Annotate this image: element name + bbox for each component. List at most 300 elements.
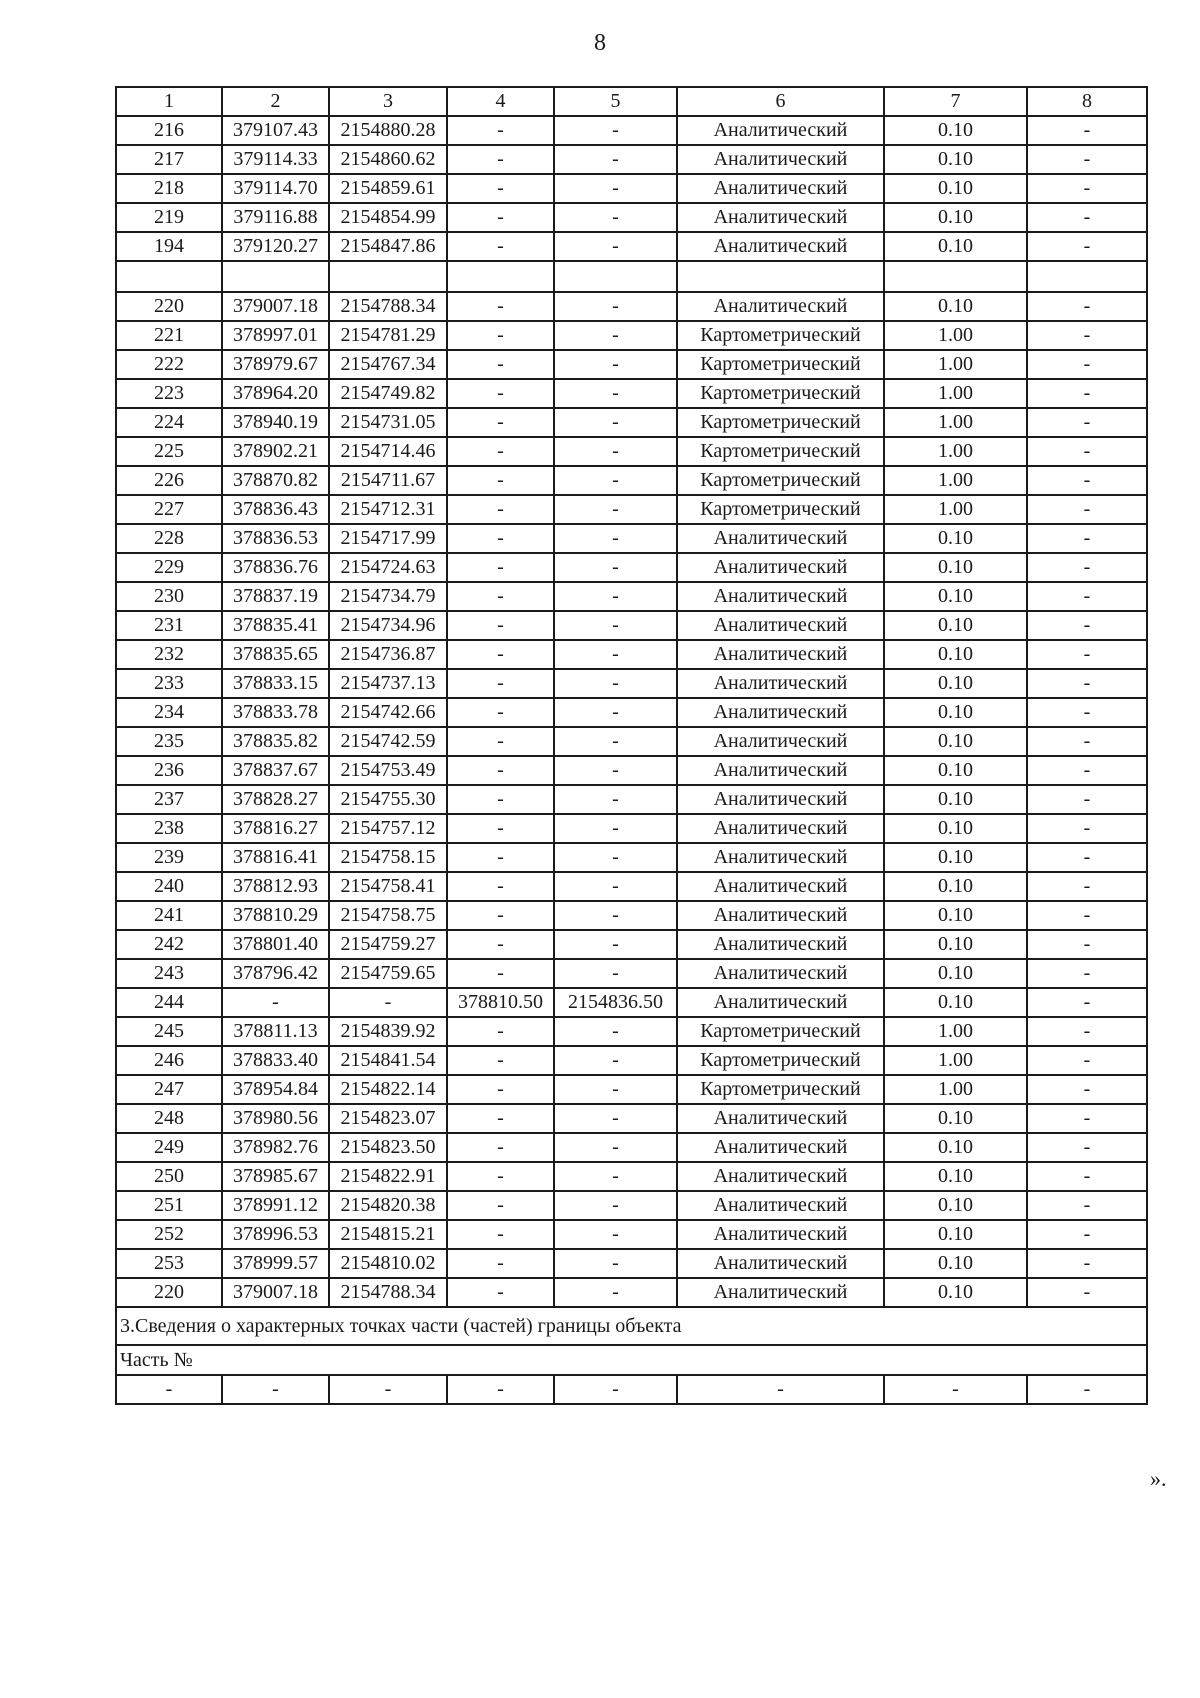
table-cell: 240 bbox=[116, 872, 222, 901]
table-cell: - bbox=[1027, 901, 1147, 930]
table-cell: Аналитический bbox=[677, 232, 884, 261]
table-cell: - bbox=[447, 145, 554, 174]
table-cell: Аналитический bbox=[677, 872, 884, 901]
table-cell: 1.00 bbox=[884, 1017, 1027, 1046]
table-cell: - bbox=[554, 959, 677, 988]
table-row bbox=[116, 698, 1147, 727]
table-cell: Аналитический bbox=[677, 582, 884, 611]
table-cell: 378835.41 bbox=[222, 611, 329, 640]
table-cell: - bbox=[554, 727, 677, 756]
table-cell: - bbox=[554, 524, 677, 553]
table-cell: - bbox=[1027, 1104, 1147, 1133]
table-cell: 247 bbox=[116, 1075, 222, 1104]
table-cell: - bbox=[447, 785, 554, 814]
table-cell: - bbox=[447, 843, 554, 872]
table-cell: 379007.18 bbox=[222, 1278, 329, 1307]
table-cell: - bbox=[447, 901, 554, 930]
table-cell bbox=[222, 261, 329, 292]
table-cell: - bbox=[1027, 698, 1147, 727]
table-cell: - bbox=[554, 1075, 677, 1104]
table-cell: - bbox=[1027, 350, 1147, 379]
table-cell bbox=[677, 261, 884, 292]
table-cell: 2154737.13 bbox=[329, 669, 447, 698]
table-cell: Картометрический bbox=[677, 321, 884, 350]
table-header-row bbox=[116, 87, 1147, 116]
table-cell: 378816.41 bbox=[222, 843, 329, 872]
table-cell: 2154839.92 bbox=[329, 1017, 447, 1046]
table-cell: 222 bbox=[116, 350, 222, 379]
part-label: Часть № bbox=[116, 1345, 1147, 1375]
table-cell: Аналитический bbox=[677, 727, 884, 756]
table-cell: 2154859.61 bbox=[329, 174, 447, 203]
table-cell: 0.10 bbox=[884, 174, 1027, 203]
table-cell: 1.00 bbox=[884, 379, 1027, 408]
table-cell: - bbox=[1027, 408, 1147, 437]
table-row bbox=[116, 756, 1147, 785]
table-cell: - bbox=[554, 232, 677, 261]
table-cell: 378796.42 bbox=[222, 959, 329, 988]
table-cell: 0.10 bbox=[884, 1104, 1027, 1133]
table-row bbox=[116, 203, 1147, 232]
table-cell: 1.00 bbox=[884, 321, 1027, 350]
table-cell: 378964.20 bbox=[222, 379, 329, 408]
table-cell: - bbox=[1027, 1220, 1147, 1249]
table-cell: 245 bbox=[116, 1017, 222, 1046]
table-row bbox=[116, 727, 1147, 756]
table-cell: 2154734.96 bbox=[329, 611, 447, 640]
table-cell: - bbox=[447, 350, 554, 379]
table-cell: - bbox=[1027, 640, 1147, 669]
table-cell: - bbox=[447, 1046, 554, 1075]
part-label-row bbox=[116, 1345, 1147, 1375]
table-cell: 250 bbox=[116, 1162, 222, 1191]
closing-quote: ». bbox=[1150, 1466, 1167, 1491]
table-cell: 2154753.49 bbox=[329, 756, 447, 785]
table-row bbox=[116, 988, 1147, 1017]
table-cell: - bbox=[554, 466, 677, 495]
table-cell: 2154767.34 bbox=[329, 350, 447, 379]
table-cell: - bbox=[554, 1375, 677, 1404]
table-cell: - bbox=[447, 582, 554, 611]
table-cell: Аналитический bbox=[677, 116, 884, 145]
table-row bbox=[116, 1017, 1147, 1046]
table-cell: 219 bbox=[116, 203, 222, 232]
table-cell: 7 bbox=[884, 87, 1027, 116]
table-cell: - bbox=[1027, 232, 1147, 261]
table-cell: - bbox=[447, 959, 554, 988]
table-cell: Аналитический bbox=[677, 756, 884, 785]
table-cell: - bbox=[447, 408, 554, 437]
table-cell: 236 bbox=[116, 756, 222, 785]
table-cell: Аналитический bbox=[677, 901, 884, 930]
table-cell: - bbox=[554, 1133, 677, 1162]
table-cell: 2154742.59 bbox=[329, 727, 447, 756]
table-cell bbox=[554, 261, 677, 292]
table-cell: 378980.56 bbox=[222, 1104, 329, 1133]
table-cell: 2154755.30 bbox=[329, 785, 447, 814]
table-cell: 246 bbox=[116, 1046, 222, 1075]
table-cell: - bbox=[1027, 1046, 1147, 1075]
table-cell: 378833.15 bbox=[222, 669, 329, 698]
table-cell: 2154758.41 bbox=[329, 872, 447, 901]
table-cell: 0.10 bbox=[884, 292, 1027, 321]
table-cell: - bbox=[677, 1375, 884, 1404]
table-cell: Аналитический bbox=[677, 174, 884, 203]
table-row bbox=[116, 524, 1147, 553]
table-cell: 0.10 bbox=[884, 872, 1027, 901]
table-cell: Аналитический bbox=[677, 669, 884, 698]
table-row bbox=[116, 582, 1147, 611]
table-cell: - bbox=[1027, 1249, 1147, 1278]
table-cell: 378982.76 bbox=[222, 1133, 329, 1162]
table-cell: 2154714.46 bbox=[329, 437, 447, 466]
table-row bbox=[116, 611, 1147, 640]
table-cell: 378833.40 bbox=[222, 1046, 329, 1075]
table-cell: 1.00 bbox=[884, 437, 1027, 466]
table-cell: 0.10 bbox=[884, 582, 1027, 611]
table-cell: 378837.67 bbox=[222, 756, 329, 785]
table-cell: - bbox=[554, 292, 677, 321]
table-cell: - bbox=[554, 640, 677, 669]
table-cell bbox=[329, 261, 447, 292]
table-cell: 2154820.38 bbox=[329, 1191, 447, 1220]
table-cell: - bbox=[554, 321, 677, 350]
table-cell: - bbox=[1027, 1017, 1147, 1046]
table-cell: Аналитический bbox=[677, 1249, 884, 1278]
table-cell: - bbox=[1027, 145, 1147, 174]
table-cell: - bbox=[447, 756, 554, 785]
table-cell: Аналитический bbox=[677, 959, 884, 988]
table-cell: - bbox=[554, 408, 677, 437]
table-cell: 378833.78 bbox=[222, 698, 329, 727]
table-cell: 2154822.14 bbox=[329, 1075, 447, 1104]
table-cell: 2154815.21 bbox=[329, 1220, 447, 1249]
table-cell: - bbox=[447, 640, 554, 669]
table-cell: - bbox=[1027, 116, 1147, 145]
table-row bbox=[116, 1278, 1147, 1307]
table-cell: - bbox=[447, 1191, 554, 1220]
table-cell: 243 bbox=[116, 959, 222, 988]
table-cell: 2154757.12 bbox=[329, 814, 447, 843]
table-row bbox=[116, 379, 1147, 408]
table-cell: 0.10 bbox=[884, 553, 1027, 582]
table-cell: 2154788.34 bbox=[329, 1278, 447, 1307]
table-cell: Аналитический bbox=[677, 203, 884, 232]
table-cell: 378836.76 bbox=[222, 553, 329, 582]
table-cell: - bbox=[554, 1104, 677, 1133]
table-cell: 378816.27 bbox=[222, 814, 329, 843]
table-cell: 2154758.75 bbox=[329, 901, 447, 930]
table-cell: - bbox=[554, 437, 677, 466]
table-cell: 0.10 bbox=[884, 203, 1027, 232]
table-row bbox=[116, 640, 1147, 669]
table-cell: Аналитический bbox=[677, 145, 884, 174]
table-cell: - bbox=[447, 1278, 554, 1307]
table-cell: Аналитический bbox=[677, 814, 884, 843]
table-row bbox=[116, 1046, 1147, 1075]
table-cell: 2154759.65 bbox=[329, 959, 447, 988]
table-cell: 1.00 bbox=[884, 466, 1027, 495]
table-cell: 2154847.86 bbox=[329, 232, 447, 261]
table-cell: 1.00 bbox=[884, 408, 1027, 437]
table-cell: - bbox=[554, 553, 677, 582]
table-cell: - bbox=[447, 466, 554, 495]
table-cell: - bbox=[554, 669, 677, 698]
table-cell: - bbox=[554, 814, 677, 843]
table-cell: - bbox=[554, 1017, 677, 1046]
table-cell: - bbox=[554, 174, 677, 203]
section-title: 3.Сведения о характерных точках части (частей) границы объекта bbox=[116, 1307, 1147, 1345]
table-row bbox=[116, 959, 1147, 988]
table-cell: 220 bbox=[116, 1278, 222, 1307]
table-cell: 1.00 bbox=[884, 1046, 1027, 1075]
table-cell: 218 bbox=[116, 174, 222, 203]
table-cell: 2154734.79 bbox=[329, 582, 447, 611]
table-cell: - bbox=[554, 1191, 677, 1220]
table-cell: 379114.70 bbox=[222, 174, 329, 203]
table-cell: 0.10 bbox=[884, 988, 1027, 1017]
table-cell: 237 bbox=[116, 785, 222, 814]
table-cell: - bbox=[554, 350, 677, 379]
table-cell: 378836.43 bbox=[222, 495, 329, 524]
table-cell: 378812.93 bbox=[222, 872, 329, 901]
table-cell: 2154854.99 bbox=[329, 203, 447, 232]
table-row bbox=[116, 495, 1147, 524]
table-cell: Картометрический bbox=[677, 495, 884, 524]
table-cell: Картометрический bbox=[677, 437, 884, 466]
table-cell: 378979.67 bbox=[222, 350, 329, 379]
table-cell: 0.10 bbox=[884, 669, 1027, 698]
table-row bbox=[116, 437, 1147, 466]
table-cell: 1.00 bbox=[884, 350, 1027, 379]
table-cell: 378999.57 bbox=[222, 1249, 329, 1278]
table-cell: - bbox=[1027, 1133, 1147, 1162]
table-cell: Аналитический bbox=[677, 292, 884, 321]
table-cell: 1 bbox=[116, 87, 222, 116]
table-cell: 0.10 bbox=[884, 640, 1027, 669]
table-cell: - bbox=[447, 321, 554, 350]
table-cell: Аналитический bbox=[677, 1133, 884, 1162]
table-cell: - bbox=[554, 930, 677, 959]
table-cell: 1.00 bbox=[884, 1075, 1027, 1104]
table-cell: - bbox=[447, 437, 554, 466]
table-cell: - bbox=[447, 1162, 554, 1191]
table-cell: 224 bbox=[116, 408, 222, 437]
table-cell: 378870.82 bbox=[222, 466, 329, 495]
table-row bbox=[116, 1133, 1147, 1162]
table-cell: Картометрический bbox=[677, 350, 884, 379]
table-cell: 217 bbox=[116, 145, 222, 174]
table-cell: - bbox=[554, 901, 677, 930]
table-cell: - bbox=[447, 174, 554, 203]
table-cell: - bbox=[554, 145, 677, 174]
table-cell: 194 bbox=[116, 232, 222, 261]
table-cell: 2154781.29 bbox=[329, 321, 447, 350]
table-cell: 253 bbox=[116, 1249, 222, 1278]
table-cell: 2154822.91 bbox=[329, 1162, 447, 1191]
table-row bbox=[116, 1220, 1147, 1249]
table-row bbox=[116, 145, 1147, 174]
table-cell bbox=[1027, 261, 1147, 292]
page-number: 8 bbox=[594, 30, 606, 56]
table-cell: - bbox=[554, 379, 677, 408]
table-row bbox=[116, 1249, 1147, 1278]
table-cell: - bbox=[447, 553, 554, 582]
table-cell: 0.10 bbox=[884, 1133, 1027, 1162]
table-cell: - bbox=[554, 1220, 677, 1249]
table-cell: - bbox=[1027, 582, 1147, 611]
table-cell: 230 bbox=[116, 582, 222, 611]
table-cell: Аналитический bbox=[677, 843, 884, 872]
table-cell: - bbox=[554, 698, 677, 727]
table-cell: 228 bbox=[116, 524, 222, 553]
table-cell: Аналитический bbox=[677, 1220, 884, 1249]
table-cell: - bbox=[554, 611, 677, 640]
table-cell: - bbox=[1027, 321, 1147, 350]
table-cell: 378954.84 bbox=[222, 1075, 329, 1104]
table-cell bbox=[116, 261, 222, 292]
table-cell: - bbox=[1027, 524, 1147, 553]
table-cell: 2154731.05 bbox=[329, 408, 447, 437]
table-cell: - bbox=[1027, 814, 1147, 843]
table-cell: - bbox=[554, 116, 677, 145]
table-cell: Аналитический bbox=[677, 553, 884, 582]
table-cell: Картометрический bbox=[677, 1017, 884, 1046]
table-cell: - bbox=[447, 292, 554, 321]
table-row bbox=[116, 292, 1147, 321]
table-cell: - bbox=[447, 232, 554, 261]
table-row bbox=[116, 930, 1147, 959]
table-cell: 0.10 bbox=[884, 232, 1027, 261]
table-cell: 378836.53 bbox=[222, 524, 329, 553]
table-cell: - bbox=[1027, 727, 1147, 756]
table-cell: - bbox=[116, 1375, 222, 1404]
table-cell: - bbox=[447, 872, 554, 901]
table-cell: - bbox=[554, 1046, 677, 1075]
table-cell: 0.10 bbox=[884, 611, 1027, 640]
section-title-row bbox=[116, 1307, 1147, 1345]
table-cell: 251 bbox=[116, 1191, 222, 1220]
table-cell: Картометрический bbox=[677, 379, 884, 408]
table-cell: 2154742.66 bbox=[329, 698, 447, 727]
table-cell: 0.10 bbox=[884, 814, 1027, 843]
table-row bbox=[116, 843, 1147, 872]
table-cell: - bbox=[447, 1075, 554, 1104]
table-cell: 2154880.28 bbox=[329, 116, 447, 145]
table-cell: - bbox=[1027, 1375, 1147, 1404]
table-cell: 378996.53 bbox=[222, 1220, 329, 1249]
table-cell: - bbox=[554, 1278, 677, 1307]
table-cell: 2154810.02 bbox=[329, 1249, 447, 1278]
table-cell: Аналитический bbox=[677, 785, 884, 814]
table-cell: - bbox=[447, 727, 554, 756]
table-cell: 378902.21 bbox=[222, 437, 329, 466]
table-row bbox=[116, 350, 1147, 379]
table-cell: - bbox=[447, 698, 554, 727]
table-cell: 0.10 bbox=[884, 1278, 1027, 1307]
table-cell bbox=[884, 261, 1027, 292]
table-cell: Аналитический bbox=[677, 1104, 884, 1133]
table-cell: 378835.65 bbox=[222, 640, 329, 669]
table-cell: 1.00 bbox=[884, 495, 1027, 524]
table-cell: - bbox=[1027, 437, 1147, 466]
table-cell: Аналитический bbox=[677, 988, 884, 1017]
table-cell: 234 bbox=[116, 698, 222, 727]
table-row bbox=[116, 466, 1147, 495]
table-cell: 8 bbox=[1027, 87, 1147, 116]
table-cell: - bbox=[222, 988, 329, 1017]
table-cell: 378810.29 bbox=[222, 901, 329, 930]
table-cell: Аналитический bbox=[677, 1162, 884, 1191]
table-row bbox=[116, 116, 1147, 145]
table-cell: 2154788.34 bbox=[329, 292, 447, 321]
table-cell: - bbox=[447, 1375, 554, 1404]
table-cell: - bbox=[554, 582, 677, 611]
table-cell: 227 bbox=[116, 495, 222, 524]
table-cell: - bbox=[447, 116, 554, 145]
table-cell: 379107.43 bbox=[222, 116, 329, 145]
table-cell: 2154841.54 bbox=[329, 1046, 447, 1075]
table-cell: - bbox=[554, 785, 677, 814]
table-cell: 232 bbox=[116, 640, 222, 669]
table-cell: 249 bbox=[116, 1133, 222, 1162]
boundary-points-table bbox=[115, 86, 1148, 1405]
table-cell: 0.10 bbox=[884, 1162, 1027, 1191]
table-cell: 378811.13 bbox=[222, 1017, 329, 1046]
table-cell: Аналитический bbox=[677, 611, 884, 640]
table-cell: - bbox=[1027, 203, 1147, 232]
table-cell: 2154823.50 bbox=[329, 1133, 447, 1162]
table-row bbox=[116, 321, 1147, 350]
table-cell: 242 bbox=[116, 930, 222, 959]
table-cell: 0.10 bbox=[884, 116, 1027, 145]
table-cell: - bbox=[1027, 843, 1147, 872]
table-cell: - bbox=[1027, 553, 1147, 582]
table-cell: 378835.82 bbox=[222, 727, 329, 756]
table-cell: 248 bbox=[116, 1104, 222, 1133]
empty-separator-row bbox=[116, 261, 1147, 292]
table-cell: 0.10 bbox=[884, 785, 1027, 814]
table-cell: - bbox=[1027, 1162, 1147, 1191]
table-cell: 0.10 bbox=[884, 727, 1027, 756]
table-cell: Аналитический bbox=[677, 1278, 884, 1307]
table-cell: Картометрический bbox=[677, 1075, 884, 1104]
table-cell: Аналитический bbox=[677, 524, 884, 553]
table-cell: - bbox=[1027, 959, 1147, 988]
table-row bbox=[116, 408, 1147, 437]
table-cell: 378801.40 bbox=[222, 930, 329, 959]
table-row bbox=[116, 785, 1147, 814]
table-cell: 379120.27 bbox=[222, 232, 329, 261]
table-row bbox=[116, 669, 1147, 698]
table-cell: 216 bbox=[116, 116, 222, 145]
table-cell: - bbox=[1027, 466, 1147, 495]
table-row bbox=[116, 553, 1147, 582]
table-cell: 2154836.50 bbox=[554, 988, 677, 1017]
table-cell: 238 bbox=[116, 814, 222, 843]
table-cell: 0.10 bbox=[884, 756, 1027, 785]
table-cell: 2154736.87 bbox=[329, 640, 447, 669]
table-cell: - bbox=[447, 1133, 554, 1162]
table-cell: - bbox=[554, 1249, 677, 1278]
table-cell: - bbox=[554, 756, 677, 785]
table-cell: - bbox=[1027, 930, 1147, 959]
table-cell: Картометрический bbox=[677, 466, 884, 495]
table-cell: 378810.50 bbox=[447, 988, 554, 1017]
table-cell: - bbox=[447, 379, 554, 408]
table-cell: 233 bbox=[116, 669, 222, 698]
table-cell: 0.10 bbox=[884, 698, 1027, 727]
